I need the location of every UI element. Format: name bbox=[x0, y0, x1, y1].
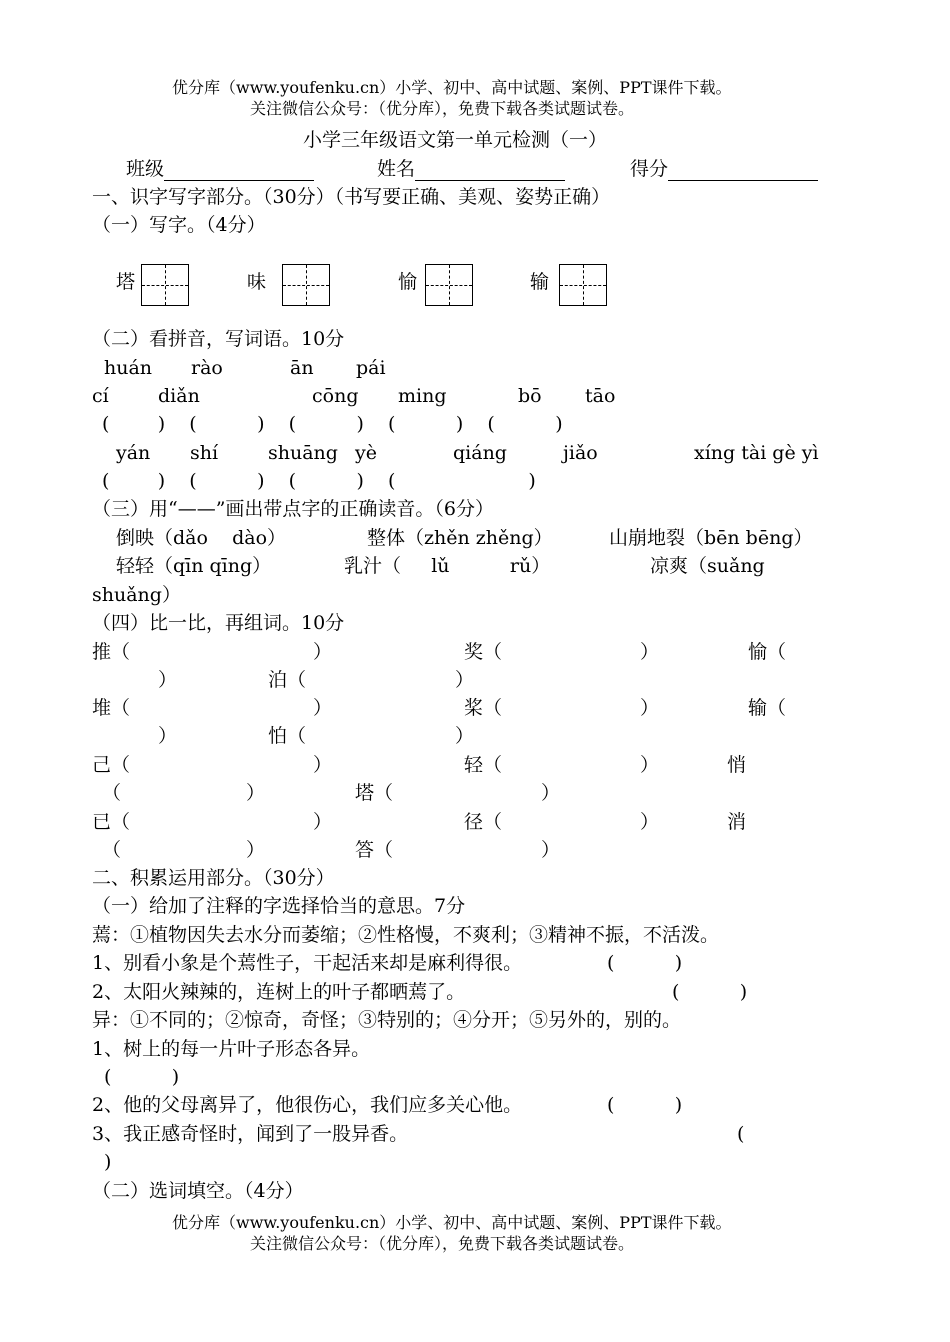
writing-grid-4[interactable] bbox=[559, 264, 607, 306]
compare-cell: 堆（ bbox=[92, 697, 131, 719]
question: 1、树上的每一片叶子形态各异。 bbox=[92, 1038, 371, 1060]
compare-cell: ） bbox=[455, 725, 475, 747]
reading-item: 倒映（dǎo dào） bbox=[116, 527, 287, 549]
pinyin: ming bbox=[398, 385, 447, 407]
name-blank[interactable] bbox=[415, 160, 565, 181]
pinyin: shuāng bbox=[268, 442, 338, 464]
compare-cell: 答（ bbox=[355, 839, 394, 861]
compare-cell: （ bbox=[102, 782, 122, 804]
question: 3、我正感奇怪时，闻到了一股异香。 bbox=[92, 1123, 409, 1145]
compare-cell: 怕（ bbox=[268, 725, 307, 747]
writing-grid-1[interactable] bbox=[141, 264, 189, 306]
pinyin: diǎn bbox=[158, 385, 200, 407]
pinyin: yán bbox=[116, 442, 151, 464]
header-line-1: 优分库（www.youfenku.cn）小学、初中、高中试题、案例、PPT课件下载。 bbox=[172, 78, 732, 97]
section-1-heading: 一、识字写字部分。（30分）（书写要正确、美观、姿势正确） bbox=[92, 186, 611, 208]
score-blank[interactable] bbox=[668, 160, 818, 181]
pinyin: yè bbox=[355, 442, 377, 464]
question: 2、太阳火辣辣的，连树上的叶子都晒蔫了。 bbox=[92, 981, 466, 1003]
pinyin: xíng tài gè yì bbox=[694, 442, 819, 464]
compare-cell: ） bbox=[640, 697, 660, 719]
answer-paren[interactable]: ( ) bbox=[607, 952, 683, 974]
pinyin: ān bbox=[290, 357, 314, 379]
compare-cell: ） bbox=[313, 641, 333, 663]
write-char-1: 塔 bbox=[116, 271, 136, 293]
compare-cell: ） bbox=[313, 811, 333, 833]
compare-cell: ） bbox=[313, 754, 333, 776]
footer-line-2: 关注微信公众号：（优分库），免费下载各类试题试卷。 bbox=[250, 1234, 635, 1253]
part-1-3-heading: （三）用“——”画出带点字的正确读音。（6分） bbox=[92, 498, 495, 520]
compare-cell: 输（ bbox=[748, 697, 787, 719]
compare-cell: （ bbox=[102, 839, 122, 861]
answer-parens-row-2[interactable]: ( ) ( ) ( ) ( ) bbox=[102, 470, 536, 492]
compare-cell: ） bbox=[640, 641, 660, 663]
compare-cell: ） bbox=[541, 839, 561, 861]
part-1-4-heading: （四）比一比，再组词。10分 bbox=[92, 612, 345, 634]
compare-cell: 径（ bbox=[464, 811, 503, 833]
write-char-4: 输 bbox=[530, 271, 550, 293]
compare-cell: ） bbox=[246, 839, 266, 861]
compare-cell: 推（ bbox=[92, 641, 131, 663]
class-blank[interactable] bbox=[164, 160, 314, 181]
part-2-2-heading: （二）选词填空。（4分） bbox=[92, 1180, 304, 1202]
pinyin: shí bbox=[190, 442, 219, 464]
pinyin: cōng bbox=[312, 385, 359, 407]
pinyin: qiáng bbox=[453, 442, 507, 464]
answer-parens-row-1[interactable]: ( ) ( ) ( ) ( ) ( ) bbox=[102, 413, 563, 435]
score-label: 得分 bbox=[630, 158, 669, 180]
reading-item: 山崩地裂（bēn bēng） bbox=[609, 527, 813, 549]
answer-paren-open[interactable]: ( bbox=[737, 1123, 745, 1145]
class-label: 班级 bbox=[126, 158, 165, 180]
compare-cell: ） bbox=[158, 669, 178, 691]
pinyin: bō bbox=[518, 385, 542, 407]
write-char-2: 味 bbox=[247, 271, 267, 293]
compare-cell: 悄 bbox=[727, 754, 747, 776]
part-2-1-heading: （一）给加了注释的字选择恰当的意思。7分 bbox=[92, 895, 466, 917]
name-field bbox=[377, 157, 565, 181]
pinyin: pái bbox=[356, 357, 386, 379]
page-title: 小学三年级语文第一单元检测（一） bbox=[303, 129, 608, 151]
name-label: 姓名 bbox=[377, 158, 416, 180]
definition-2: 异：①不同的；②惊奇，奇怪；③特别的；④分开；⑤另外的，别的。 bbox=[92, 1009, 682, 1031]
header-line-2: 关注微信公众号：（优分库），免费下载各类试题试卷。 bbox=[250, 99, 635, 118]
pinyin: tāo bbox=[585, 385, 616, 407]
compare-cell: ） bbox=[455, 669, 475, 691]
compare-cell: 桨（ bbox=[464, 697, 503, 719]
reading-item: 凉爽（suǎng bbox=[650, 555, 765, 577]
compare-cell: ） bbox=[246, 782, 266, 804]
compare-cell: ） bbox=[541, 782, 561, 804]
answer-paren[interactable]: ( ) bbox=[607, 1094, 683, 1116]
answer-paren[interactable]: ( ) bbox=[104, 1066, 180, 1088]
compare-cell: ） bbox=[640, 754, 660, 776]
pinyin: huán bbox=[104, 357, 153, 379]
compare-cell: 已（ bbox=[92, 811, 131, 833]
reading-item: 整体（zhěn zhěng） bbox=[367, 527, 553, 549]
compare-cell: 轻（ bbox=[464, 754, 503, 776]
section-2-heading: 二、积累运用部分。（30分） bbox=[92, 867, 335, 889]
compare-cell: ） bbox=[313, 697, 333, 719]
part-1-1-heading: （一）写字。（4分） bbox=[92, 214, 266, 236]
answer-paren[interactable]: ( ) bbox=[672, 981, 748, 1003]
compare-cell: 愉（ bbox=[748, 641, 787, 663]
answer-paren-close: ) bbox=[104, 1151, 112, 1173]
writing-grid-3[interactable] bbox=[425, 264, 473, 306]
reading-item: 轻轻（qīn qīng） bbox=[116, 555, 272, 577]
score-field bbox=[630, 157, 818, 181]
compare-cell: ） bbox=[158, 725, 178, 747]
compare-cell: 塔（ bbox=[355, 782, 394, 804]
write-char-3: 愉 bbox=[398, 271, 418, 293]
pinyin: jiǎo bbox=[563, 442, 598, 464]
footer-line-1: 优分库（www.youfenku.cn）小学、初中、高中试题、案例、PPT课件下载。 bbox=[172, 1213, 732, 1232]
question: 1、别看小象是个蔫性子，干起活来却是麻利得很。 bbox=[92, 952, 523, 974]
question: 2、他的父母离异了，他很伤心，我们应多关心他。 bbox=[92, 1094, 523, 1116]
compare-cell: 奖（ bbox=[464, 641, 503, 663]
definition-1: 蔫：①植物因失去水分而萎缩；②性格慢，不爽利；③精神不振，不活泼。 bbox=[92, 924, 720, 946]
class-field bbox=[126, 157, 314, 181]
part-1-2-heading: （二）看拼音，写词语。10分 bbox=[92, 328, 345, 350]
compare-cell: 己（ bbox=[92, 754, 131, 776]
writing-grid-2[interactable] bbox=[282, 264, 330, 306]
compare-cell: ） bbox=[640, 811, 660, 833]
pinyin: cí bbox=[92, 385, 109, 407]
compare-cell: 泊（ bbox=[268, 669, 307, 691]
reading-item-wrap: shuǎng） bbox=[92, 584, 181, 606]
pinyin: rào bbox=[191, 357, 223, 379]
compare-cell: 消 bbox=[727, 811, 747, 833]
reading-item: 乳汁（ lǔ rǔ） bbox=[344, 555, 551, 577]
